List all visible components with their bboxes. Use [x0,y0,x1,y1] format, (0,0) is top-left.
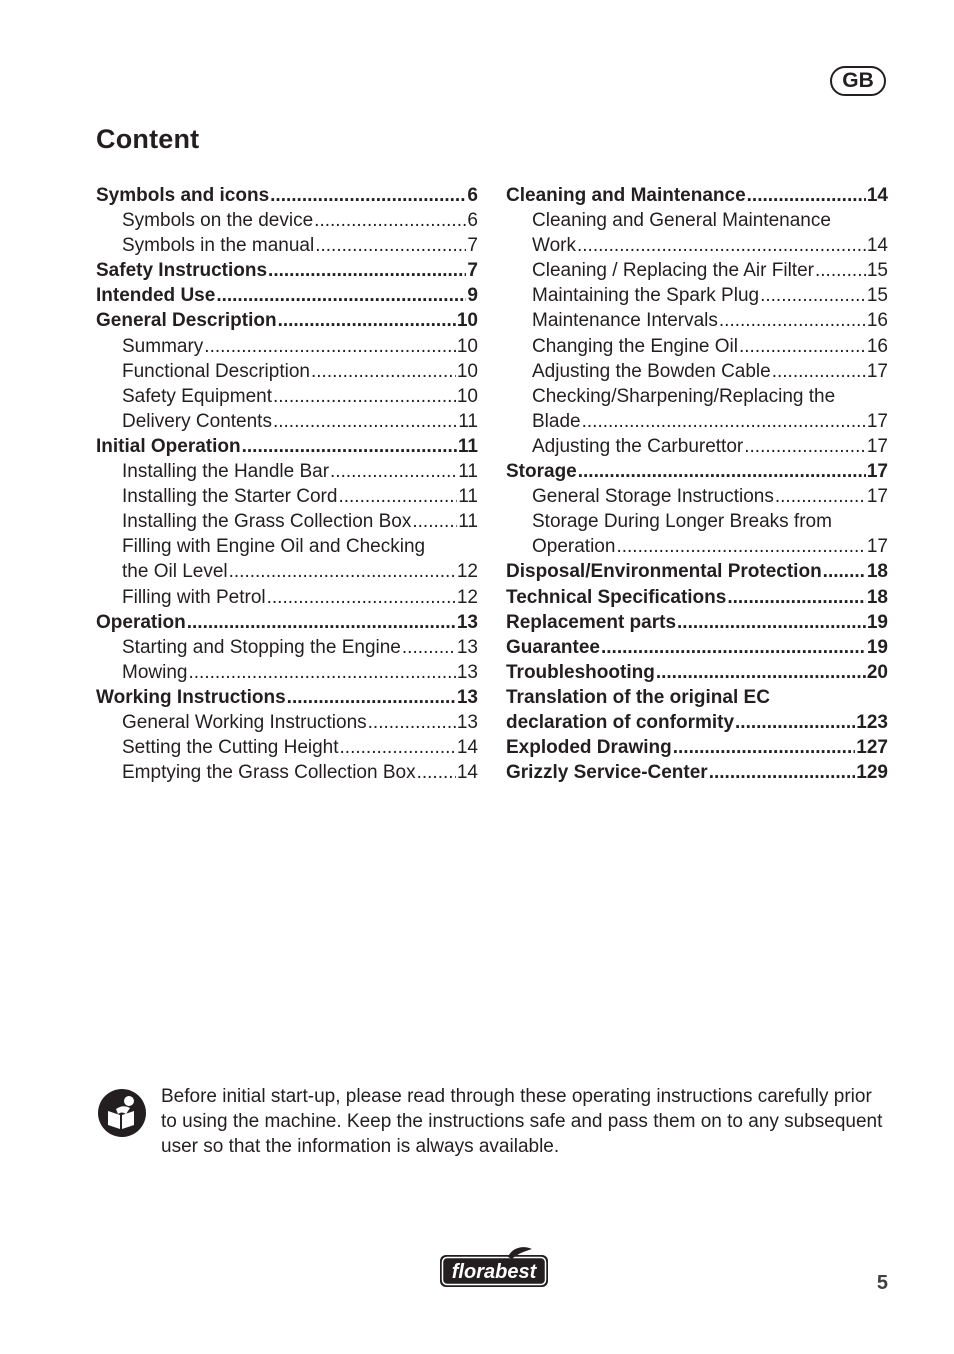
toc-entry-label: Installing the Grass Collection Box [122,511,412,533]
toc-entry [96,258,478,283]
dot-leader [273,409,457,434]
toc-entry [96,534,478,584]
toc-page-number: 14 [866,185,888,206]
toc-entry-label: Operation [96,611,186,633]
page-title: Content [96,124,200,154]
toc-entry [96,735,478,760]
dot-leader [578,459,866,484]
toc-entry [96,409,478,434]
dot-leader [417,760,456,785]
toc-entry [96,635,478,660]
toc-page-number: 11 [458,486,478,508]
toc-page-number: 17 [866,360,888,382]
dot-leader [340,735,456,760]
toc-entry-label: Filling with Petrol [122,586,266,608]
toc-entry-label: Adjusting the Bowden Cable [532,360,771,382]
toc-page-number: 127 [856,737,888,759]
dot-leader [267,585,456,610]
toc-left-column [96,183,478,785]
dot-leader [772,359,866,384]
toc-entry [506,635,888,660]
toc-page-number: 15 [866,285,888,307]
toc-entry-label: Storage [506,461,577,483]
dot-leader [775,484,866,509]
toc-entry-label-line: Storage During Longer Breaks from [532,511,832,533]
toc-entry-label: Emptying the Grass Collection Box [122,762,416,784]
toc-entry-label: Working Instructions [96,686,286,708]
toc-entry-label: Setting the Cutting Height [122,737,339,759]
toc-entry-label: Replacement parts [506,611,677,633]
dot-leader [368,710,456,735]
toc-entry-label: Starting and Stopping the Engine [122,636,401,658]
dot-leader [656,660,866,685]
toc-entry-label: Intended Use [96,285,216,307]
toc-entry [96,308,478,333]
toc-page-number: 7 [467,235,478,257]
toc-page-number: 11 [458,410,478,432]
toc-page-number: 129 [856,762,888,784]
dot-leader [315,233,466,258]
dot-leader [727,585,866,610]
toc-entry [96,585,478,610]
toc-page-number: 19 [866,636,888,658]
dot-leader [311,359,456,384]
toc-entry-label: Symbols on the device [122,210,314,232]
read-manual-icon [96,1087,148,1139]
dot-leader [229,559,456,584]
toc-entry-label: Summary [122,335,204,357]
toc-entry [506,208,888,258]
toc-entry [506,384,888,434]
toc-entry-label-line: Checking/Sharpening/Replacing the [532,385,836,407]
toc-entry [96,208,478,233]
toc-page-number: 6 [467,210,478,232]
toc-entry-label-line: Cleaning and General Maintenance [532,210,831,232]
dot-leader [314,208,466,233]
dot-leader [412,509,457,534]
dot-leader [338,484,457,509]
toc-page-number: 17 [866,435,888,457]
dot-leader [287,685,456,710]
toc-entry-label: Initial Operation [96,435,241,457]
dot-leader [747,183,866,208]
toc-entry [506,334,888,359]
toc-entry [506,559,888,584]
brand-text: florabest [451,1261,537,1283]
toc-entry-label: Technical Specifications [506,586,727,608]
toc-entry-label: Work [532,235,576,257]
dot-leader [204,334,456,359]
toc-page-number: 9 [467,285,478,307]
toc-entry [506,660,888,685]
toc-entry-label: Symbols in the manual [122,235,315,257]
toc-page-number: 18 [866,586,888,608]
toc-entry-label: General Description [96,310,277,332]
dot-leader [188,660,455,685]
toc-entry [96,384,478,409]
toc-entry-label: Maintenance Intervals [532,310,718,332]
florabest-logo [438,1245,550,1289]
toc-entry [96,710,478,735]
toc-entry [506,459,888,484]
toc-page-number: 12 [456,561,478,583]
toc-page-number: 6 [467,185,478,206]
toc-entry-label: Blade [532,410,581,432]
dot-leader [187,610,456,635]
toc-page-number: 14 [456,737,478,759]
toc-entry-label: Exploded Drawing [506,737,672,759]
toc-entry [506,434,888,459]
dot-leader [823,559,866,584]
dot-leader [616,534,865,559]
toc-page-number: 15 [866,260,888,282]
toc-entry [96,509,478,534]
toc-entry-label: Installing the Starter Cord [122,486,338,508]
toc-entry [96,334,478,359]
toc-entry [506,610,888,635]
dot-leader [673,735,856,760]
dot-leader [577,233,866,258]
language-badge: GB [830,66,886,96]
dot-leader [601,635,866,660]
dot-leader [677,610,866,635]
toc-entry [96,359,478,384]
toc-entry-label: Adjusting the Carburettor [532,435,744,457]
toc-entry-label: General Working Instructions [122,711,367,733]
toc-page-number: 10 [456,310,478,332]
toc-page-number: 7 [467,260,478,282]
dot-leader [330,459,457,484]
toc-entry [506,258,888,283]
toc-entry [96,233,478,258]
toc-page-number: 16 [866,335,888,357]
toc-page-number: 12 [456,586,478,608]
toc-entry [506,359,888,384]
toc-page-number: 18 [866,561,888,583]
toc-page-number: 17 [866,486,888,508]
toc-entry-label: Troubleshooting [506,661,655,683]
dot-leader [739,334,866,359]
toc-entry [96,660,478,685]
notice-text: Before initial start-up, please read through these operating instructions carefully prior to using the machine. Keep the instructions safe and pass them on to any subsequent user so that the information is always available. [161,1086,883,1157]
toc-entry [96,610,478,635]
dot-leader [402,635,456,660]
toc-entry-label-line: Filling with Engine Oil and Checking [122,536,426,558]
toc-entry-label: General Storage Instructions [532,486,774,508]
toc-page-number: 11 [458,511,478,533]
toc-entry [96,484,478,509]
dot-leader [270,183,466,208]
toc-entry [96,283,478,308]
toc-entry-label: Disposal/Environmental Protection [506,561,822,583]
toc-page-number: 11 [458,461,478,483]
toc-page-number: 123 [856,711,888,733]
toc-entry [96,459,478,484]
toc-page-number: 13 [456,611,478,633]
toc-page-number: 11 [457,435,478,457]
toc-entry-label: Symbols and icons [96,185,270,206]
dot-leader [273,384,456,409]
toc-page-number: 14 [866,235,888,257]
toc-entry [96,760,478,785]
toc-entry [96,434,478,459]
toc-entry-label: Grizzly Service-Center [506,762,708,784]
toc-entry [96,183,478,208]
toc-right-column [506,183,888,785]
toc-entry-label: Delivery Contents [122,410,272,432]
toc-entry [96,685,478,710]
toc-page-number: 10 [456,335,478,357]
toc-page-number: 20 [866,661,888,683]
toc-entry [506,308,888,333]
toc-entry-label: Maintaining the Spark Plug [532,285,760,307]
toc-entry-label: Cleaning and Maintenance [506,185,746,206]
toc-entry-label: declaration of conformity [506,711,735,733]
dot-leader [242,434,457,459]
toc-entry-label-line: Translation of the original EC [506,686,770,708]
toc-entry-label: Guarantee [506,636,600,658]
dot-leader [216,283,466,308]
toc-page-number: 10 [456,385,478,407]
toc-entry [506,283,888,308]
toc-entry-label: Safety Equipment [122,385,272,407]
dot-leader [278,308,456,333]
toc-page-number: 13 [456,686,478,708]
toc-page-number: 13 [456,711,478,733]
toc-entry [506,509,888,559]
toc-entry [506,760,888,785]
toc-entry-label: Functional Description [122,360,310,382]
toc-page-number: 17 [866,536,888,558]
toc-entry-label: Operation [532,536,616,558]
dot-leader [744,434,866,459]
dot-leader [719,308,866,333]
toc-page-number: 13 [456,636,478,658]
toc-entry [506,585,888,610]
toc-entry-label: the Oil Level [122,561,228,583]
dot-leader [760,283,866,308]
toc-entry-label: Safety Instructions [96,260,268,282]
toc-page-number: 16 [866,310,888,332]
toc-page-number: 17 [866,410,888,432]
toc-entry [506,735,888,760]
toc-entry [506,183,888,208]
toc-entry [506,484,888,509]
toc-entry-label: Changing the Engine Oil [532,335,738,357]
page-number: 5 [876,1272,888,1294]
dot-leader [268,258,466,283]
dot-leader [582,409,866,434]
toc-entry-label: Installing the Handle Bar [122,461,330,483]
dot-leader [815,258,866,283]
toc-page-number: 14 [456,762,478,784]
toc-page-number: 19 [866,611,888,633]
toc-page-number: 10 [456,360,478,382]
toc-entry-label: Cleaning / Replacing the Air Filter [532,260,814,282]
dot-leader [709,760,856,785]
toc-entry [506,685,888,735]
toc-page-number: 13 [456,661,478,683]
toc-page-number: 17 [866,461,888,483]
dot-leader [735,710,855,735]
toc-entry-label: Mowing [122,661,188,683]
